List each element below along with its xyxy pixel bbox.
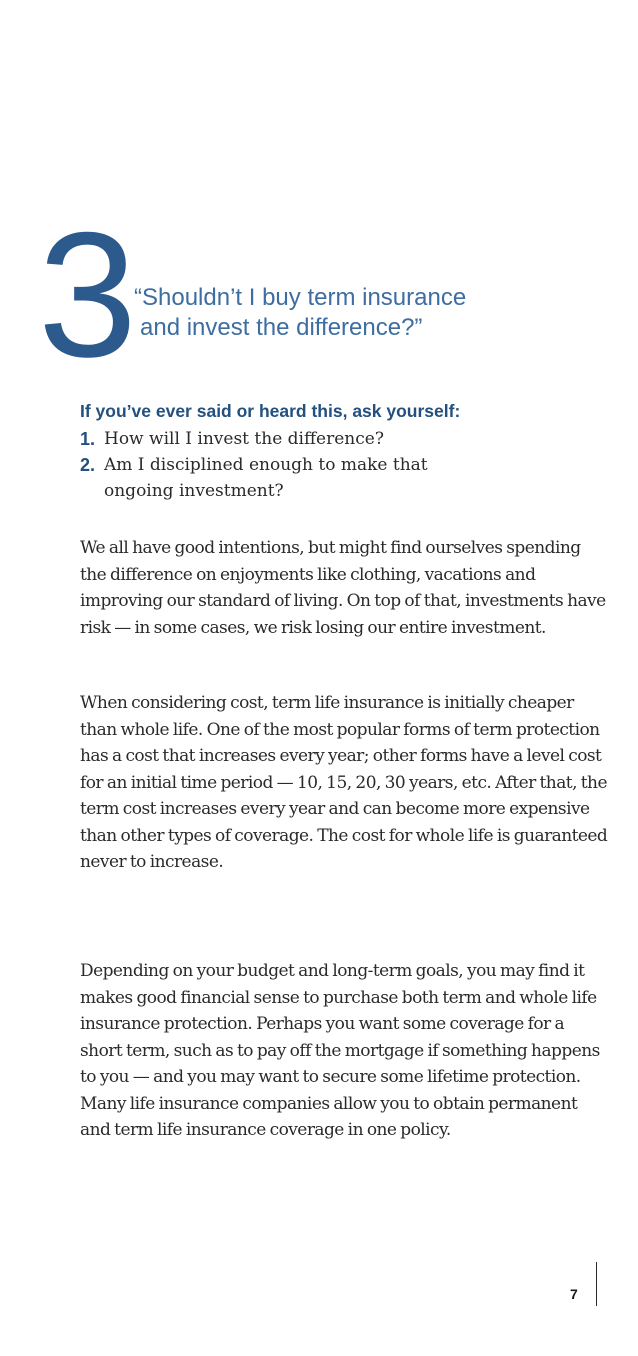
question-number: 2. xyxy=(80,455,96,475)
question-number: 1. xyxy=(80,429,96,449)
question-prompt: If you’ve ever said or heard this, ask yourself: xyxy=(80,401,461,421)
body-paragraph: When considering cost, term life insurance is initially cheaper than whole life. One of the most popular forms of term protection has a cost that increases every year; other forms have a level cost for an initial time period — 10, 15, 20, 30 years, etc. After that, the term cost increases every year and can become more expensive than other types of coverage. The cost for whole life is guaranteed never to increase. xyxy=(80,693,608,872)
body-paragraph: Depending on your budget and long-term goals, you may find it makes good financial sense to purchase both term and whole life insurance protection. Perhaps you want some coverage for a short term, such as to pay off the mortgage if something happens to you — and you may want to secure some lifetime protection. Many life insurance companies allow you to obtain permanent and term life insurance coverage in one policy. xyxy=(80,961,600,1140)
section-title xyxy=(134,283,614,343)
section-title-line-1: “Shouldn’t I buy term insurance xyxy=(134,284,467,311)
question-text: How will I invest the difference? xyxy=(104,429,384,449)
question-text: Am I disciplined enough to make that ongoing investment? xyxy=(104,455,428,501)
question-item xyxy=(80,452,600,504)
question-item xyxy=(80,426,600,452)
page-number: 7 xyxy=(570,1286,578,1302)
page-divider-line xyxy=(596,1262,597,1306)
section-title-line-2: and invest the difference?” xyxy=(140,314,423,341)
section-number: 3 xyxy=(38,195,135,394)
body-paragraph: We all have good intentions, but might find ourselves spending the difference on enjoyments like clothing, vacations and improving our standard of living. On top of that, investments have risk — in some cases, we risk losing our entire investment. xyxy=(80,538,606,638)
question-list xyxy=(80,426,600,504)
